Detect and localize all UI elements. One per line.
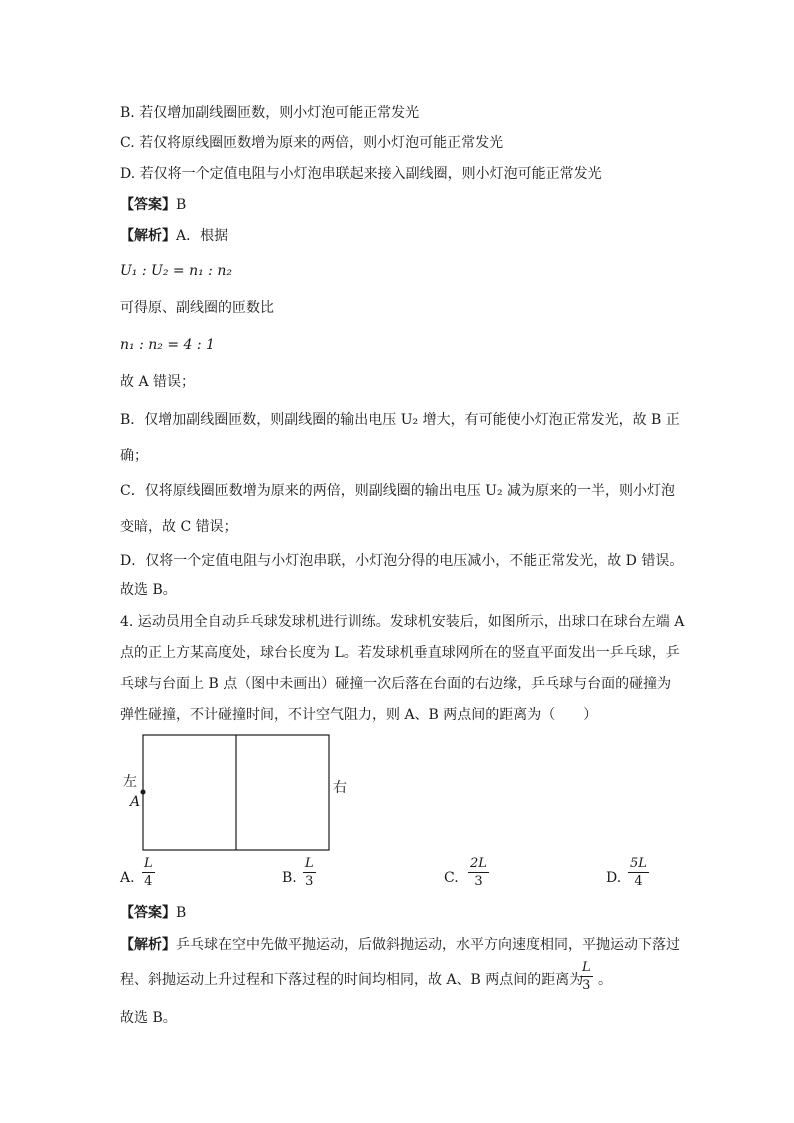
question4-line4: 弹性碰撞，不计碰撞时间，不计空气阻力，则 A、B 两点间的距离为（ ） (120, 707, 598, 723)
point-a-dot (141, 790, 146, 795)
analysis-c-line2: 变暗，故 C 错误； (120, 519, 238, 535)
point-a-label: A (130, 794, 141, 810)
option-b-letter: B. (282, 870, 297, 886)
option-c-letter: C. (444, 870, 459, 886)
question4-line1: 4. 运动员用全自动乒乓球发球机进行训练。发球机安装后，如图所示，出球口在球台左端 A (120, 614, 685, 630)
analysis-q3-intro (120, 226, 228, 246)
analysis-q4-line2 (120, 970, 583, 990)
question4-line3: 乓球与台面上 B 点（图中未画出）碰撞一次后落在台面的右边缘，乒乓球与台面的碰撞为 (120, 676, 672, 692)
option-c-fraction (468, 856, 489, 889)
question4-line2: 点的正上方某高度处，球台长度为 L。若发球机垂直球网所在的竖直平面发出一乒乓球，乒 (120, 645, 680, 661)
answer-q4 (120, 903, 186, 923)
option-c-numerator: 2L (470, 856, 487, 871)
option-b-fraction (303, 856, 316, 889)
option-c: C. 若仅将原线圈匝数增为原来的两倍，则小灯泡可能正常发光 (120, 135, 504, 151)
option-d: D. 若仅将一个定值电阻与小灯泡串联起来接入副线圈，则小灯泡可能正常发光 (120, 166, 602, 182)
analysis-b-line1: B．仅增加副线圈匝数，则副线圈的输出电压 U₂ 增大，有可能使小灯泡正常发光，故 B 正 (120, 412, 680, 428)
analysis-q4-conclusion: 故选 B。 (120, 1010, 177, 1026)
option-a-numerator: L (144, 856, 153, 871)
option-d-numerator: 5L (630, 856, 647, 871)
option-a-denominator: 4 (144, 874, 153, 889)
analysis-q4-period: 。 (598, 972, 612, 988)
analysis-c-line1: C．仅将原线圈匝数增为原来的两倍，则副线圈的输出电压 U₂ 减为原来的一半，则小灯泡 (120, 483, 676, 499)
answer-q3 (120, 195, 186, 215)
table-tennis-figure (115, 730, 375, 858)
option-a-fraction (142, 856, 155, 889)
analysis-b-line2: 确； (120, 448, 148, 464)
option-d-letter: D. (606, 870, 622, 886)
analysis-label: 【解析】 (120, 228, 176, 244)
analysis-label: 【解析】 (120, 937, 176, 953)
option-b-denominator: 3 (305, 874, 314, 889)
analysis-q4-text1: 乒乓球在空中先做平抛运动，后做斜抛运动，水平方向速度相同，平抛运动下落过 (176, 937, 680, 953)
analysis-intro: A．根据 (176, 228, 229, 244)
option-b-numerator: L (305, 856, 314, 871)
option-a-letter: A. (120, 870, 135, 886)
option-c-denominator: 3 (474, 874, 483, 889)
analysis-q4-numerator: L (582, 960, 591, 975)
option-d-fraction (628, 856, 649, 889)
analysis-q4-fraction (580, 960, 593, 993)
answer-label: 【答案】 (120, 197, 176, 213)
answer-value: B (176, 905, 187, 921)
analysis-a-conclusion: 故 A 错误； (120, 374, 196, 390)
equation-turns-ratio: n₁ : n₂ = 4 : 1 (120, 337, 215, 353)
analysis-q3-conclusion: 故选 B。 (120, 582, 177, 598)
equation-voltage-ratio: U₁ : U₂ = n₁ : n₂ (120, 263, 232, 279)
answer-label: 【答案】 (120, 905, 176, 921)
analysis-d-line: D．仅将一个定值电阻与小灯泡串联，小灯泡分得的电压减小，不能正常发光，故 D 错误。 (120, 553, 684, 569)
answer-value: B (176, 197, 187, 213)
option-b: B. 若仅增加副线圈匝数，则小灯泡可能正常发光 (120, 105, 420, 121)
analysis-q4-denominator: 3 (582, 978, 591, 993)
analysis-text-ratio: 可得原、副线圈的匝数比 (120, 300, 274, 316)
right-label: 右 (333, 780, 347, 796)
analysis-q4-line1 (120, 935, 680, 955)
analysis-q4-text2: 程、斜抛运动上升过程和下落过程的时间均相同，故 A、B 两点间的距离为 (120, 972, 584, 988)
left-label: 左 (123, 774, 137, 790)
option-d-denominator: 4 (634, 874, 643, 889)
